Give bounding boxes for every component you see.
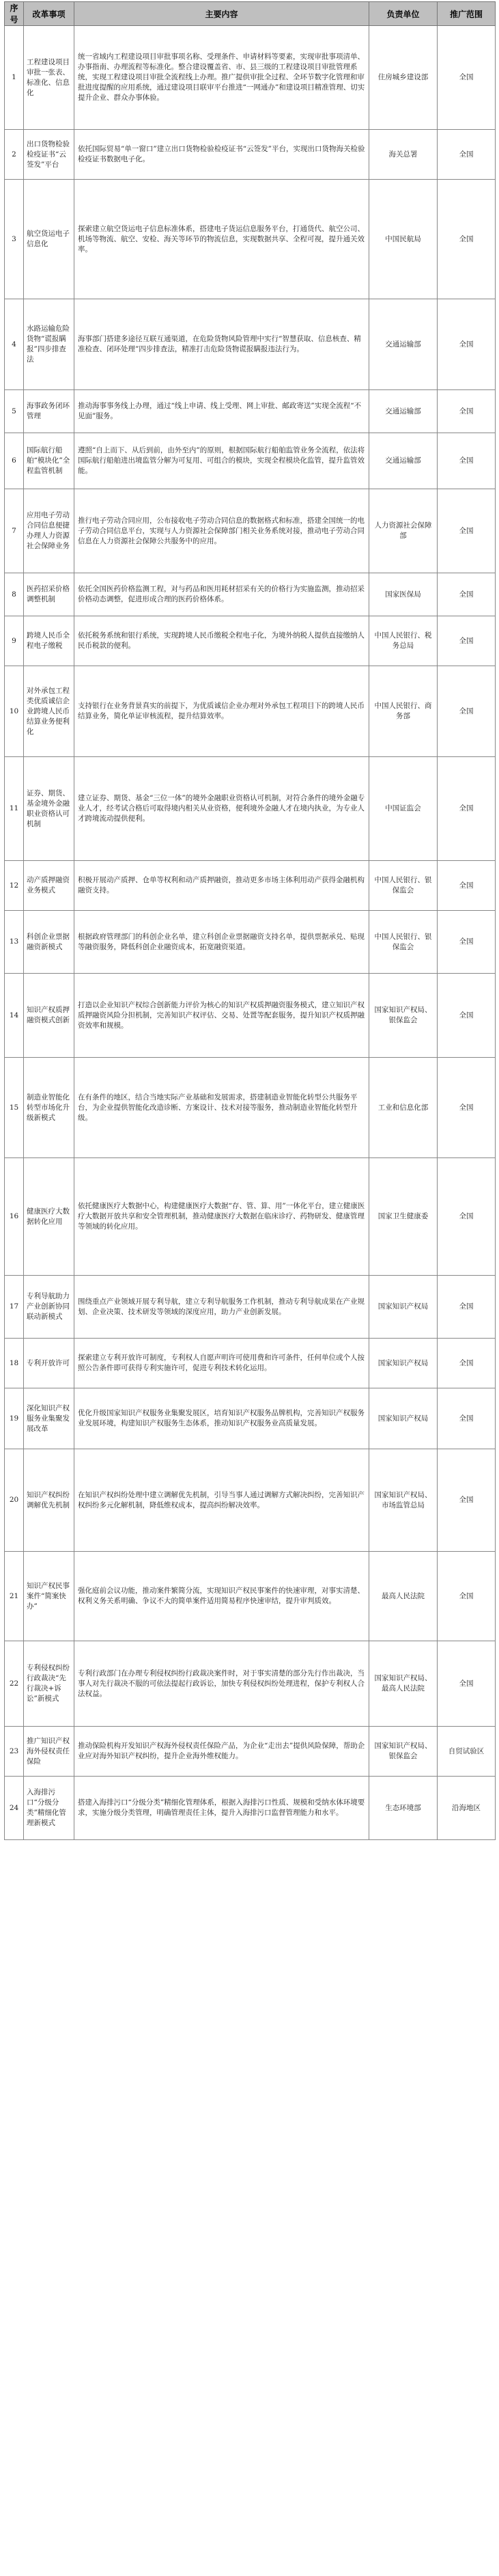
responsible-unit: 中国人民银行、银保监会 — [369, 861, 438, 911]
promotion-scope: 自贸试验区 — [438, 1727, 496, 1777]
responsible-unit: 国家医保局 — [369, 573, 438, 616]
table-row — [5, 299, 496, 390]
table-row — [5, 390, 496, 433]
promotion-scope: 全国 — [438, 1388, 496, 1449]
row-number: 17 — [5, 1276, 24, 1339]
row-number: 20 — [5, 1449, 24, 1552]
table-row — [5, 911, 496, 974]
reform-items-document — [4, 1, 495, 1840]
main-content: 依托国际贸易“单一窗口”建立出口货物检验检疫证书“云签发”平台，实现出口货物海关检验检疫证书数据电子化。 — [74, 130, 369, 180]
responsible-unit: 交通运输部 — [369, 433, 438, 489]
responsible-unit: 海关总署 — [369, 130, 438, 180]
promotion-scope: 全国 — [438, 130, 496, 180]
row-number: 12 — [5, 861, 24, 911]
reform-item-name: 知识产权纠纷调解优先机制 — [24, 1449, 74, 1552]
main-content: 搭建入海排污口“分级分类”精细化管理体系，根据入海排污口性质、规模和受纳水体环境要求，实施分级分类管理，明确管理责任主体，提升入海排污口监督管理能力和水平。 — [74, 1777, 369, 1840]
reform-items-table — [4, 1, 496, 1840]
main-content: 建立证券、期货、基金“三位一体”的境外金融职业资格认可机制，对符合条件的境外金融专业人才，经考试合格后可取得境内相关从业资格，便利境外金融人才在境内执业，为专业人才跨境流动提供便利。 — [74, 757, 369, 861]
table-header — [5, 2, 496, 26]
row-number: 1 — [5, 26, 24, 130]
reform-item-name: 专利开放许可 — [24, 1339, 74, 1388]
reform-item-name: 动产质押融资业务模式 — [24, 861, 74, 911]
main-content: 在知识产权纠纷处理中建立调解优先机制，引导当事人通过调解方式解决纠纷，完善知识产权纠纷多元化解机制，降低维权成本，提高纠纷解决效率。 — [74, 1449, 369, 1552]
reform-item-name: 知识产权质押融资模式创新 — [24, 974, 74, 1058]
reform-item-name: 国际航行船舶“模块化”全程监管机制 — [24, 433, 74, 489]
row-number: 18 — [5, 1339, 24, 1388]
reform-item-name: 海事政务闭环管理 — [24, 390, 74, 433]
reform-item-name: 证券、期货、基金境外金融职业资格认可机制 — [24, 757, 74, 861]
table-row — [5, 1339, 496, 1388]
main-content: 围绕重点产业领域开展专利导航，建立专利导航服务工作机制，推动专利导航成果在产业规划、企业决策、技术研发等领域的深度应用，助力产业创新发展。 — [74, 1276, 369, 1339]
main-content: 海事部门搭建多途径互联互通渠道，在危险货物风险管理中实行“智慧获取、信息核查、精准检查、闭环处理”四步排查法，精准打击危险货物谎报瞒报违法行为。 — [74, 299, 369, 390]
promotion-scope: 全国 — [438, 390, 496, 433]
responsible-unit: 生态环境部 — [369, 1777, 438, 1840]
row-number: 21 — [5, 1552, 24, 1641]
responsible-unit: 交通运输部 — [369, 390, 438, 433]
main-content: 探索建立航空货运电子信息标准体系，搭建电子货运信息服务平台，打通货代、航空公司、机场等物流、航空、安检、海关等环节的物流信息，实现数据共享、全程可视，提升通关效率。 — [74, 180, 369, 299]
table-row — [5, 666, 496, 757]
header-name: 改革事项 — [24, 2, 74, 26]
reform-item-name: 专利侵权纠纷行政裁决“先行裁决+诉讼”新模式 — [24, 1641, 74, 1727]
main-content: 统一省域内工程建设项目审批事项名称、受理条件、申请材料等要素，实现审批事项清单、办事指南、办理流程等标准化。整合建设覆盖省、市、县三级的工程建设项目审批管理系统，实现工程建设项目审批全流程线上办理。推广提供审批全过程、全环节数字化管理和审批进度提醒的应用系统，通过建设项目联审平台推进“一网通办”和建设项目精准管理、切实提升企业、群众办事体验。 — [74, 26, 369, 130]
row-number: 16 — [5, 1158, 24, 1276]
responsible-unit: 工业和信息化部 — [369, 1058, 438, 1158]
reform-item-name: 对外承包工程类优质诚信企业跨境人民币结算业务便利化 — [24, 666, 74, 757]
reform-item-name: 深化知识产权服务业集聚发展改革 — [24, 1388, 74, 1449]
promotion-scope: 全国 — [438, 861, 496, 911]
table-row — [5, 1552, 496, 1641]
reform-item-name: 推广知识产权海外侵权责任保险 — [24, 1727, 74, 1777]
table-row — [5, 1388, 496, 1449]
table-row — [5, 616, 496, 666]
header-unit: 负责单位 — [369, 2, 438, 26]
row-number: 22 — [5, 1641, 24, 1727]
responsible-unit: 国家知识产权局、最高人民法院 — [369, 1641, 438, 1727]
promotion-scope: 全国 — [438, 1552, 496, 1641]
table-row — [5, 1727, 496, 1777]
reform-item-name: 科创企业票据融资新模式 — [24, 911, 74, 974]
table-row — [5, 1777, 496, 1840]
main-content: 推动保险机构开发知识产权海外侵权责任保险产品，为企业“走出去”提供风险保障，帮助企业应对海外知识产权纠纷，提升企业海外维权能力。 — [74, 1727, 369, 1777]
responsible-unit: 交通运输部 — [369, 299, 438, 390]
table-row — [5, 974, 496, 1058]
row-number: 19 — [5, 1388, 24, 1449]
header-row — [5, 2, 496, 26]
reform-item-name: 出口货物检验检疫证书“云签发”平台 — [24, 130, 74, 180]
row-number: 2 — [5, 130, 24, 180]
promotion-scope: 全国 — [438, 666, 496, 757]
responsible-unit: 中国民航局 — [369, 180, 438, 299]
main-content: 支持银行在业务背景真实的前提下，为优质诚信企业办理对外承包工程项目下的跨境人民币结算业务，简化单证审核流程，提升结算效率。 — [74, 666, 369, 757]
reform-item-name: 航空货运电子信息化 — [24, 180, 74, 299]
table-row — [5, 130, 496, 180]
row-number: 15 — [5, 1058, 24, 1158]
promotion-scope: 全国 — [438, 26, 496, 130]
main-content: 依托健康医疗大数据中心，构建健康医疗大数据“存、管、算、用”一体化平台，建立健康医疗大数据开放共享和安全管理机制，推动健康医疗大数据在临床诊疗、药物研发、健康管理等领域的转化应用。 — [74, 1158, 369, 1276]
promotion-scope: 全国 — [438, 1339, 496, 1388]
responsible-unit: 中国证监会 — [369, 757, 438, 861]
row-number: 4 — [5, 299, 24, 390]
table-row — [5, 573, 496, 616]
row-number: 9 — [5, 616, 24, 666]
promotion-scope: 全国 — [438, 1641, 496, 1727]
table-body — [5, 26, 496, 1840]
row-number: 10 — [5, 666, 24, 757]
main-content: 优化升级国家知识产权服务业集聚发展区，培育知识产权服务品牌机构，完善知识产权服务业发展环境，构建知识产权服务生态体系，推动知识产权服务业高质量发展。 — [74, 1388, 369, 1449]
table-row — [5, 861, 496, 911]
table-row — [5, 1058, 496, 1158]
responsible-unit: 国家知识产权局、市场监管总局 — [369, 1449, 438, 1552]
promotion-scope: 全国 — [438, 1276, 496, 1339]
row-number: 5 — [5, 390, 24, 433]
table-row — [5, 1641, 496, 1727]
row-number: 8 — [5, 573, 24, 616]
promotion-scope: 全国 — [438, 974, 496, 1058]
promotion-scope: 全国 — [438, 180, 496, 299]
table-row — [5, 1158, 496, 1276]
reform-item-name: 健康医疗大数据转化应用 — [24, 1158, 74, 1276]
reform-item-name: 制造业智能化转型市场化升级新模式 — [24, 1058, 74, 1158]
main-content: 强化庭前会议功能，推动案件繁简分流，实现知识产权民事案件的快速审理，对事实清楚、权利义务关系明确、争议不大的简单案件适用简易程序快速审结，提升审判质效。 — [74, 1552, 369, 1641]
main-content: 探索建立专利开放许可制度，专利权人自愿声明许可使用费和许可条件，任何单位或个人按照公告条件即可获得专利实施许可，促进专利技术转化运用。 — [74, 1339, 369, 1388]
responsible-unit: 国家知识产权局、银保监会 — [369, 1727, 438, 1777]
table-row — [5, 1276, 496, 1339]
responsible-unit: 国家卫生健康委 — [369, 1158, 438, 1276]
responsible-unit: 国家知识产权局、银保监会 — [369, 974, 438, 1058]
main-content: 在有条件的地区，结合当地实际产业基础和发展需求，搭建制造业智能化转型公共服务平台，为企业提供智能化改造诊断、方案设计、技术对接等服务，推动制造业智能化转型升级。 — [74, 1058, 369, 1158]
reform-item-name: 跨境人民币全程电子缴税 — [24, 616, 74, 666]
promotion-scope: 全国 — [438, 299, 496, 390]
responsible-unit: 中国人民银行、税务总局 — [369, 616, 438, 666]
promotion-scope: 全国 — [438, 757, 496, 861]
table-row — [5, 489, 496, 573]
main-content: 专利行政部门在办理专利侵权纠纷行政裁决案件时，对于事实清楚的部分先行作出裁决，当事人对先行裁决不服的可依法提起行政诉讼，加快专利侵权纠纷处理进程，保护专利权人合法权益。 — [74, 1641, 369, 1727]
header-no: 序号 — [5, 2, 24, 26]
row-number: 14 — [5, 974, 24, 1058]
main-content: 根据政府管理部门的科创企业名单，建立科创企业票据融资支持名单，提供票据承兑、贴现等融资服务，降低科创企业融资成本，拓宽融资渠道。 — [74, 911, 369, 974]
row-number: 23 — [5, 1727, 24, 1777]
row-number: 24 — [5, 1777, 24, 1840]
row-number: 3 — [5, 180, 24, 299]
main-content: 依托全国医药价格监测工程，对与药品和医用耗材招采有关的价格行为实施监测，推动招采价格动态调整，促进形成合理的医药价格体系。 — [74, 573, 369, 616]
main-content: 打造以企业知识产权综合创新能力评价为核心的知识产权质押融资服务模式，建立知识产权质押融资风险分担机制，完善知识产权评估、交易、处置等配套服务，提升知识产权质押融资效率和规模。 — [74, 974, 369, 1058]
promotion-scope: 沿海地区 — [438, 1777, 496, 1840]
responsible-unit: 中国人民银行、银保监会 — [369, 911, 438, 974]
row-number: 7 — [5, 489, 24, 573]
main-content: 积极开展动产质押、仓单等权利和动产质押融资，推动更多市场主体利用动产获得金融机构融资支持。 — [74, 861, 369, 911]
main-content: 推行电子劳动合同应用，公布接收电子劳动合同信息的数据格式和标准，搭建全国统一的电子劳动合同信息平台，实现与人力资源社会保障部门相关业务系统对接，推动电子劳动合同信息在人力资源社会保障公共服务中的应用。 — [74, 489, 369, 573]
promotion-scope: 全国 — [438, 433, 496, 489]
responsible-unit: 国家知识产权局 — [369, 1339, 438, 1388]
responsible-unit: 国家知识产权局 — [369, 1388, 438, 1449]
table-row — [5, 757, 496, 861]
reform-item-name: 水路运输危险货物“谎报瞒报”四步排查法 — [24, 299, 74, 390]
reform-item-name: 应用电子劳动合同信息便捷办理人力资源社会保障业务 — [24, 489, 74, 573]
promotion-scope: 全国 — [438, 911, 496, 974]
table-row — [5, 180, 496, 299]
reform-item-name: 医药招采价格调整机制 — [24, 573, 74, 616]
reform-item-name: 专利导航助力产业创新协同联动新模式 — [24, 1276, 74, 1339]
responsible-unit: 中国人民银行、商务部 — [369, 666, 438, 757]
table-row — [5, 1449, 496, 1552]
reform-item-name: 入海排污口“分级分类”精细化管理新模式 — [24, 1777, 74, 1840]
main-content: 推动海事事务线上办理，通过“线上申请、线上受理、网上审批、邮政寄送”实现全流程“不见面”服务。 — [74, 390, 369, 433]
header-content: 主要内容 — [74, 2, 369, 26]
responsible-unit: 最高人民法院 — [369, 1552, 438, 1641]
promotion-scope: 全国 — [438, 573, 496, 616]
responsible-unit: 住房城乡建设部 — [369, 26, 438, 130]
promotion-scope: 全国 — [438, 489, 496, 573]
promotion-scope: 全国 — [438, 1058, 496, 1158]
promotion-scope: 全国 — [438, 1449, 496, 1552]
row-number: 11 — [5, 757, 24, 861]
table-row — [5, 433, 496, 489]
reform-item-name: 知识产权民事案件“简案快办” — [24, 1552, 74, 1641]
row-number: 13 — [5, 911, 24, 974]
header-scope: 推广范围 — [438, 2, 496, 26]
reform-item-name: 工程建设项目审批一张表、标准化、信息化 — [24, 26, 74, 130]
table-row — [5, 26, 496, 130]
responsible-unit: 国家知识产权局 — [369, 1276, 438, 1339]
main-content: 依托税务系统和银行系统，实现跨境人民币缴税全程电子化，为境外纳税人提供直接缴纳人民币税款的便利。 — [74, 616, 369, 666]
promotion-scope: 全国 — [438, 616, 496, 666]
responsible-unit: 人力资源社会保障部 — [369, 489, 438, 573]
promotion-scope: 全国 — [438, 1158, 496, 1276]
main-content: 遵照“自上而下、从后到前，由外至内”的原则，根据国际航行船舶监管业务全流程，依法将国际航行船舶进出境监管分解为可复用、可组合的模块，实现全程模块化监管，提升监管效能。 — [74, 433, 369, 489]
row-number: 6 — [5, 433, 24, 489]
